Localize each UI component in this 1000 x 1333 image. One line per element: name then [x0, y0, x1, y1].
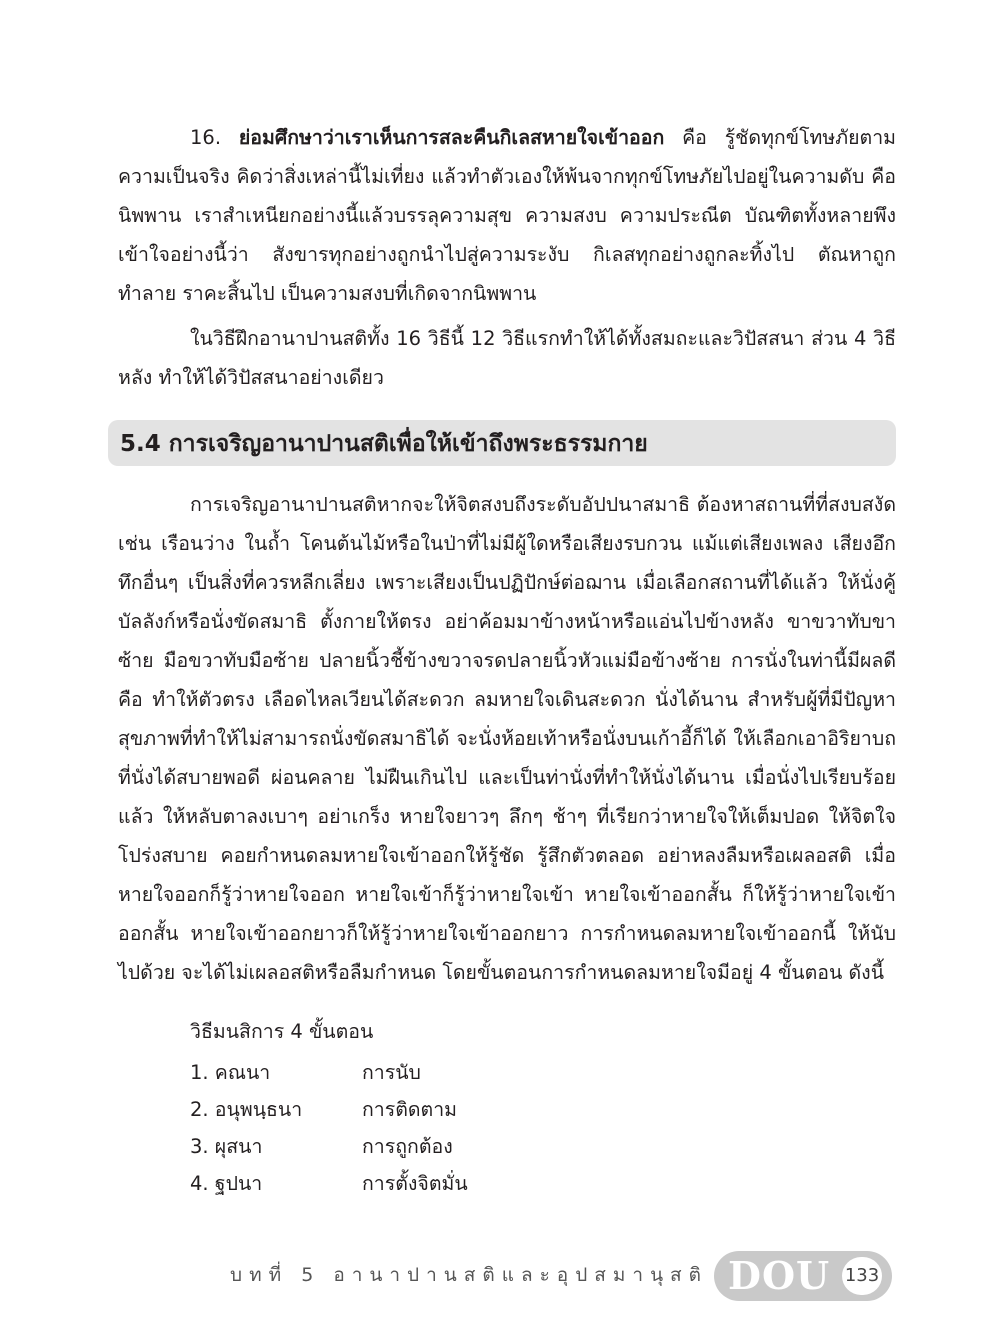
- method-name: 1. คณนา: [190, 1061, 271, 1084]
- section-paragraph: การเจริญอานาปานสติหากจะให้จิตสงบถึงระดับอัปปนาสมาธิ ต้องหาสถานที่ที่สงบสงัด เช่น เรือนว่าง ในถ้ำ โคนต้นไม้หรือในป่าที่ไม่มีผู้ใดหรือเสียงรบกวน แม้แต่เสียงเพลง เสียงอึกทึกอื่นๆ เป็นสิ่งที่ควรหลีกเลี่ยง เพราะเสียงเป็นปฏิปักษ์ต่อฌาน เมื่อเลือกสถานที่ได้แล้ว ให้นั่งคู้บัลลังก์หรือนั่งขัดสมาธิ ตั้งกายให้ตรง อย่าค้อมมาข้างหน้าหรือแอ่นไปข้างหลัง ขาขวาทับขาซ้าย มือขวาทับมือซ้าย ปลายนิ้วชี้ข้างขวาจรดปลายนิ้วหัวแม่มือข้างซ้าย การนั่งในท่านี้มีผลดี คือ ทำให้ตัวตรง เลือดไหลเวียนได้สะดวก ลมหายใจเดินสะดวก นั่งได้นาน สำหรับผู้ที่มีปัญหาสุขภาพที่ทำให้ไม่สามารถนั่งขัดสมาธิได้ จะนั่งห้อยเท้าหรือนั่งบนเก้าอี้ก็ได้ ให้เลือกเอาอิริยาบถที่นั่งได้สบายพอดี ผ่อนคลาย ไม่ฝืนเกินไป และเป็นท่านั่งที่ทำให้นั่งได้นาน เมื่อนั่งไปเรียบร้อยแล้ว ให้หลับตาลงเบาๆ อย่าเกร็ง หายใจยาวๆ ลึกๆ ช้าๆ ที่เรียกว่าหายใจให้เต็มปอด ให้จิตใจโปร่งสบาย คอยกำหนดลมหายใจเข้าออกให้รู้ชัด รู้สึกตัวตลอด อย่าหลงลืมหรือเผลอสติ เมื่อหายใจออกก็รู้ว่าหายใจออก หายใจเข้าก็รู้ว่าหายใจเข้า หายใจเข้าออกสั้น ก็ให้รู้ว่าหายใจเข้าออกสั้น หายใจเข้าออกยาวก็ให้รู้ว่าหายใจเข้าออกยาว การกำหนดลมหายใจเข้าออกนี้ ให้นับไปด้วย จะได้ไม่เผลอสติหรือลืมกำหนด โดยขั้นตอนการกำหนดลมหายใจมีอยู่ 4 ขั้นตอน ดังนี้: [118, 493, 896, 984]
- methods-title: วิธีมนสิการ 4 ขั้นตอน: [190, 1020, 374, 1043]
- item-body: คือ รู้ชัดทุกข์โทษภัยตามความเป็นจริง คิดว่าสิ่งเหล่านี้ไม่เที่ยง แล้วทำตัวเองให้พ้นจากทุกข์โทษภัยไปอยู่ในความดับ คือ นิพพาน เราสำเหนียกอย่างนี้แล้วบรรลุความสุข ความสงบ ความประณีต บัณฑิตทั้งหลายพึงเข้าใจอย่างนี้ว่า สังขารทุกอย่างถูกนำไปสู่ความระงับ กิเลสทุกอย่างถูกละทิ้งไป ตัณหาถูกทำลาย ราคะสิ้นไป เป็นความสงบที่เกิดจากนิพพาน: [118, 126, 896, 305]
- methods-list: [190, 1054, 590, 1202]
- footer-badge: [714, 1251, 892, 1301]
- intro-block: [118, 118, 896, 397]
- page-number: 133: [842, 1257, 882, 1295]
- summary-paragraph: ในวิธีฝึกอานาปานสติทั้ง 16 วิธีนี้ 12 วิธีแรกทำให้ได้ทั้งสมถะและวิปัสสนา ส่วน 4 วิธีหลัง ทำให้ได้วิปัสสนาอย่างเดียว: [118, 327, 896, 389]
- chapter-title: บทที่ 5 อานาปานสติและอุปสมานุสติ: [230, 1264, 708, 1286]
- list-item: [190, 1128, 590, 1165]
- item-heading: ย่อมศึกษาว่าเราเห็นการสละคืนกิเลสหายใจเข้าออก: [238, 126, 665, 149]
- method-name: 2. อนุพนฺธนา: [190, 1098, 303, 1121]
- method-meaning: การติดตาม: [362, 1098, 458, 1121]
- item-16-paragraph: [118, 118, 896, 313]
- method-meaning: การตั้งจิตมั่น: [362, 1172, 468, 1195]
- section-heading-bar: [108, 420, 896, 466]
- page-footer: [0, 1246, 1000, 1306]
- method-meaning: การนับ: [362, 1061, 421, 1084]
- list-item: [190, 1091, 590, 1128]
- list-item: [190, 1054, 590, 1091]
- item-number: 16.: [190, 126, 222, 149]
- list-item: [190, 1165, 590, 1202]
- method-name: 4. ฐปนา: [190, 1172, 263, 1195]
- section-title: 5.4 การเจริญอานาปานสติเพื่อให้เข้าถึงพระธรรมกาย: [120, 431, 648, 457]
- dou-logo: DOU: [728, 1253, 831, 1298]
- method-name: 3. ผุสนา: [190, 1135, 263, 1158]
- section-body: [118, 485, 896, 992]
- method-meaning: การถูกต้อง: [362, 1135, 453, 1158]
